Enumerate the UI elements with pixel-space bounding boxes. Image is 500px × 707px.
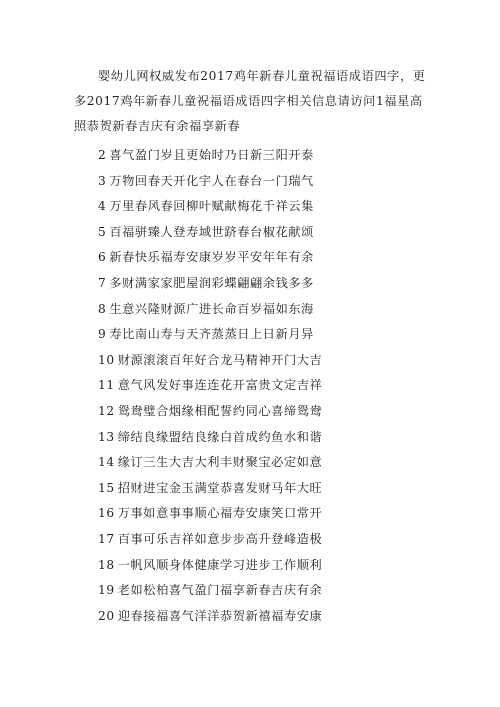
item-text: 万事如意事事顺心福寿安康笑口常开 xyxy=(117,506,323,521)
list-item xyxy=(98,450,428,476)
item-text: 喜气盈门岁且更始时乃日新三阳开泰 xyxy=(109,148,314,162)
item-number: 4 xyxy=(98,199,107,214)
list-item xyxy=(98,553,428,579)
item-number: 13 xyxy=(98,429,115,444)
item-text: 万里春风春回柳叶赋献梅花千祥云集 xyxy=(109,199,314,214)
item-number: 10 xyxy=(98,352,115,367)
item-text: 一帆风顺身体健康学习进步工作顺利 xyxy=(117,557,323,572)
list-item xyxy=(98,348,428,374)
item-text: 缔结良缘盟结良缘白首成约鱼水和谐 xyxy=(117,429,323,444)
item-number: 3 xyxy=(98,173,107,188)
item-text: 寿比南山寿与天齐蒸蒸日上日新月异 xyxy=(109,327,314,342)
item-number: 12 xyxy=(98,403,115,418)
item-text: 生意兴隆财源广进长命百岁福如东海 xyxy=(109,301,314,316)
item-text: 财源滚滚百年好合龙马精神开门大吉 xyxy=(117,352,323,367)
item-number: 20 xyxy=(98,608,115,623)
item-number: 15 xyxy=(98,480,115,495)
blessing-list xyxy=(98,143,428,629)
list-item xyxy=(98,322,428,348)
item-number: 2 xyxy=(98,148,107,162)
list-item xyxy=(98,271,428,297)
list-item xyxy=(98,425,428,451)
item-number: 14 xyxy=(98,455,115,470)
item-text: 百事可乐吉祥如意步步高升登峰造极 xyxy=(117,531,323,546)
list-item xyxy=(98,578,428,604)
item-number: 6 xyxy=(98,250,107,265)
item-number: 7 xyxy=(98,275,107,290)
item-text: 招财进宝金玉满堂恭喜发财马年大旺 xyxy=(117,480,323,495)
item-number: 9 xyxy=(98,327,107,342)
list-item xyxy=(98,245,428,271)
item-text: 多财满家家肥屋润彩蝶翩翩余钱多多 xyxy=(109,275,314,290)
item-number: 8 xyxy=(98,301,107,316)
item-number: 19 xyxy=(98,583,115,598)
item-number: 17 xyxy=(98,531,115,546)
item-text: 百福骈臻人登寿域世跻春台椒花献颂 xyxy=(109,224,314,239)
item-text: 新春快乐福寿安康岁岁平安年年有余 xyxy=(109,250,314,265)
list-item xyxy=(98,501,428,527)
list-item xyxy=(98,527,428,553)
list-item xyxy=(98,220,428,246)
item-text: 鸳鸯璧合烟缘相配誓约同心喜缔鸳鸯 xyxy=(117,403,323,418)
list-item xyxy=(98,476,428,502)
item-number: 5 xyxy=(98,224,107,239)
item-text: 迎春接福喜气洋洋恭贺新禧福寿安康 xyxy=(117,608,323,623)
intro-paragraph: 婴幼儿网权威发布2017鸡年新春儿童祝福语成语四字，更多2017鸡年新春儿童祝福语成语四字相关信息请访问1福星高照恭贺新春吉庆有余福享新春 xyxy=(74,69,426,133)
item-text: 万物回春天开化宇人在春台一门瑞气 xyxy=(109,173,314,188)
list-item xyxy=(98,604,428,630)
item-text: 缘订三生大吉大利丰财聚宝必定如意 xyxy=(117,455,323,470)
list-item xyxy=(98,194,428,220)
list-item xyxy=(98,399,428,425)
list-item xyxy=(98,169,428,195)
list-item xyxy=(98,297,428,323)
item-number: 16 xyxy=(98,506,115,521)
list-item xyxy=(98,143,428,169)
item-number: 11 xyxy=(98,378,115,393)
list-item xyxy=(98,373,428,399)
item-text: 老如松柏喜气盈门福享新春吉庆有余 xyxy=(117,583,323,598)
item-text: 意气风发好事连连花开富贵文定吉祥 xyxy=(117,378,323,393)
item-number: 18 xyxy=(98,557,115,572)
